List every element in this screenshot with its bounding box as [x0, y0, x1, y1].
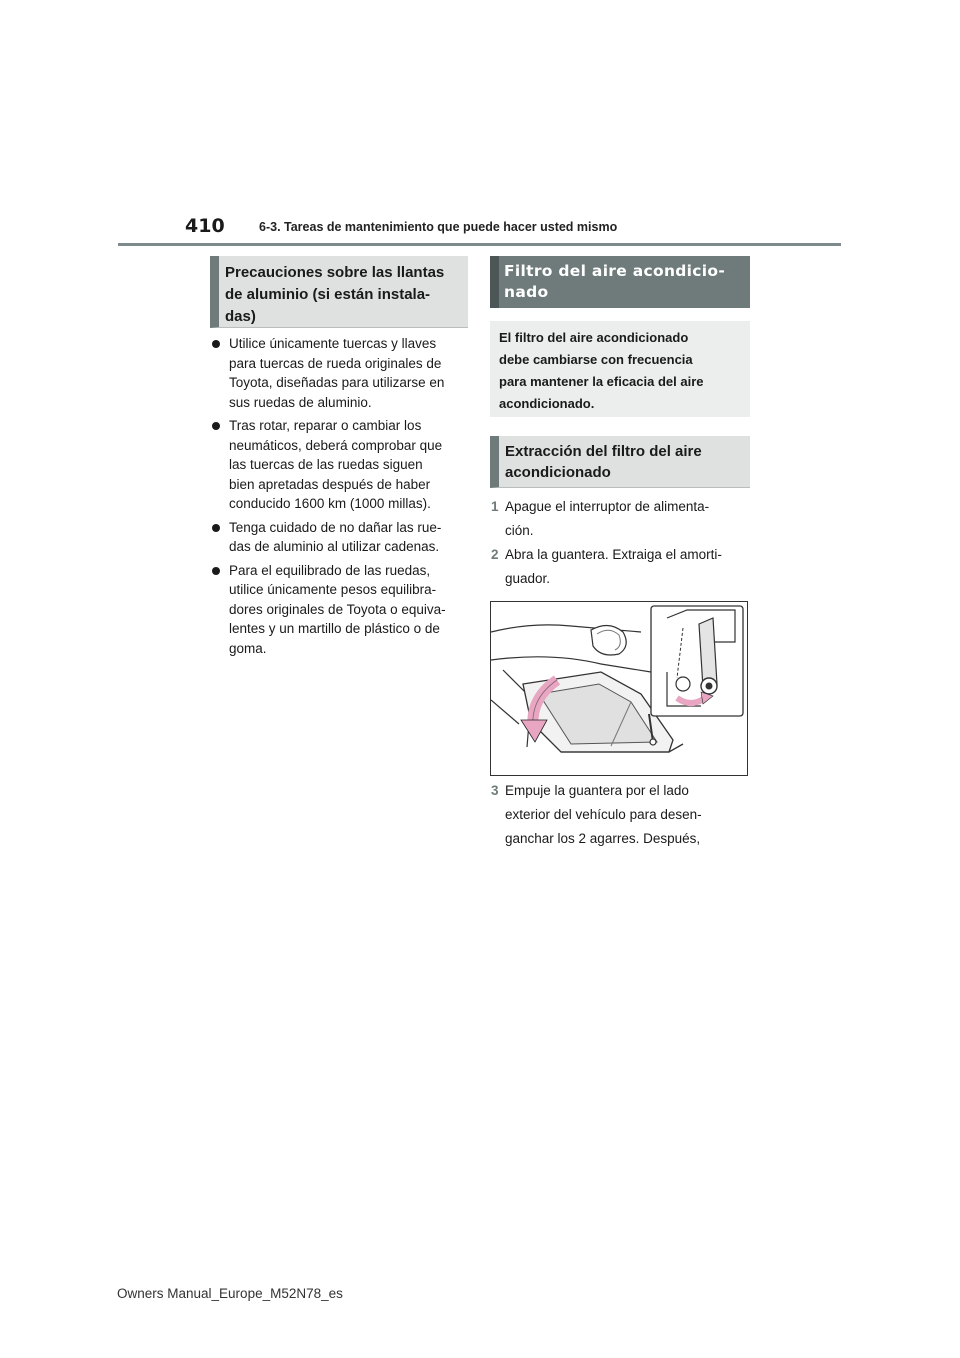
- step-item: [491, 779, 753, 851]
- header-rule: [118, 243, 841, 246]
- line: Utilice únicamente tuercas y llaves: [229, 336, 437, 351]
- line: las tuercas de las ruedas siguen: [229, 457, 423, 472]
- step-line: guador.: [505, 571, 551, 586]
- bullet-icon: [212, 567, 220, 575]
- precautions-list: [212, 334, 470, 662]
- bullet-icon: [212, 422, 220, 430]
- line: Tras rotar, reparar o cambiar los: [229, 418, 422, 433]
- step-line: ción.: [505, 523, 534, 538]
- section-heading-filter-removal: [490, 436, 750, 488]
- heading-line: Extracción del filtro del aire: [505, 443, 702, 460]
- line: utilice únicamente pesos equilibra-: [229, 582, 437, 597]
- step-line: Apague el interruptor de alimenta-: [505, 499, 710, 514]
- step-line: Empuje la guantera por el lado: [505, 783, 689, 798]
- step-item: [491, 543, 753, 591]
- intro-line: debe cambiarse con frecuencia: [499, 352, 693, 367]
- line: para tuercas de rueda originales de: [229, 355, 442, 371]
- list-item: [212, 334, 470, 412]
- page-number: 410: [185, 215, 225, 237]
- footer-text: Owners Manual_Europe_M52N78_es: [117, 1286, 343, 1301]
- glovebox-illustration: [490, 601, 748, 776]
- bullet-icon: [212, 340, 220, 348]
- heading-line: das): [225, 308, 256, 325]
- step-line: exterior del vehículo para desen-: [505, 807, 702, 822]
- line: neumáticos, deberá comprobar que: [229, 437, 443, 453]
- line: lentes y un martillo de plástico o de: [229, 621, 440, 636]
- step-item: [491, 495, 753, 543]
- list-item: [212, 561, 470, 659]
- intro-line: acondicionado.: [499, 396, 595, 411]
- bullet-icon: [212, 524, 220, 532]
- step-number: 3: [491, 783, 499, 798]
- step-line: ganchar los 2 agarres. Después,: [505, 831, 701, 846]
- chapter-title: 6-3. Tareas de mantenimiento que puede hacer usted mismo: [259, 220, 618, 234]
- line: Tenga cuidado de no dañar las rue-: [229, 519, 442, 535]
- heading-line: acondicionado: [505, 464, 611, 481]
- heading-line: de aluminio (si están instala-: [225, 286, 431, 303]
- intro-line: El filtro del aire acondicionado: [499, 330, 689, 345]
- intro-line: para mantener la eficacia del aire: [499, 374, 704, 389]
- line: das de aluminio al utilizar cadenas.: [229, 539, 440, 554]
- section-heading-aluminum-wheels: [210, 256, 468, 328]
- line: bien apretadas después de haber: [229, 476, 431, 492]
- heading-line: Filtro del aire acondicio-: [504, 262, 726, 280]
- intro-box: [490, 321, 750, 417]
- line: sus ruedas de aluminio.: [229, 394, 372, 410]
- line: Para el equilibrado de las ruedas,: [229, 562, 431, 578]
- step-number: 1: [491, 499, 499, 514]
- line: goma.: [229, 640, 267, 656]
- list-item: [212, 416, 470, 514]
- line: conducido 1600 km (1000 millas).: [229, 496, 431, 511]
- section-heading-ac-filter: [490, 256, 750, 308]
- heading-line: nado: [504, 283, 549, 301]
- glovebox-drawing: [491, 602, 747, 775]
- list-item: [212, 518, 470, 557]
- step-line: Abra la guantera. Extraiga el amorti-: [505, 547, 722, 562]
- heading-line: Precauciones sobre las llantas: [225, 264, 445, 281]
- step-number: 2: [491, 547, 499, 562]
- line: Toyota, diseñadas para utilizarse en: [229, 375, 445, 390]
- line: dores originales de Toyota o equiva-: [229, 601, 446, 617]
